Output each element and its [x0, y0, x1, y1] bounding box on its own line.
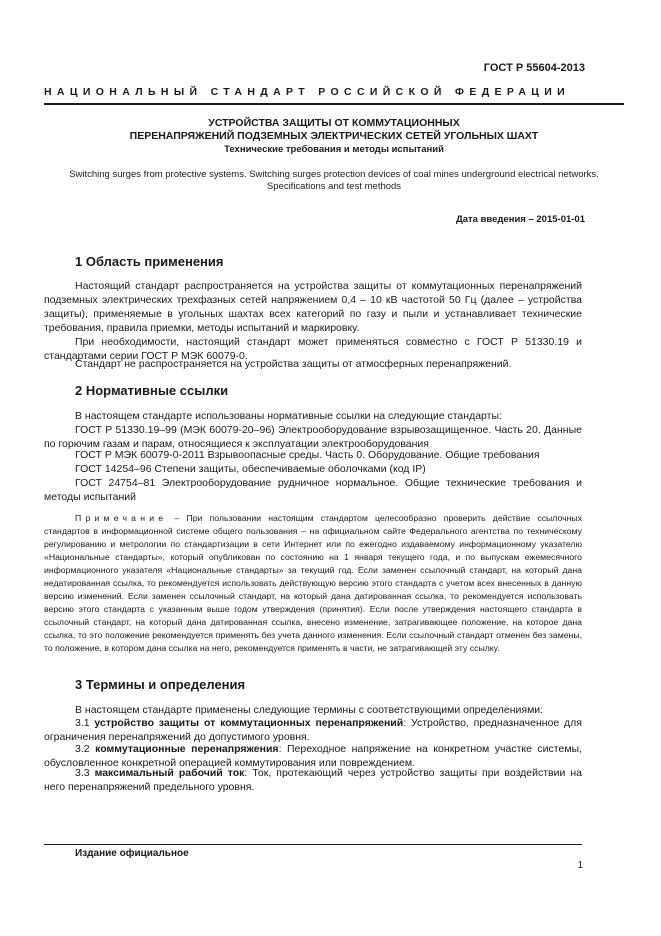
- section-3-heading: 3 Термины и определения: [75, 677, 246, 692]
- reference-note: [44, 512, 582, 655]
- section-1-heading: 1 Область применения: [75, 254, 224, 269]
- footer-divider: [44, 844, 582, 845]
- reference-item: ГОСТ 14254–96 Степени защиты, обеспечиваемые оболочками (код IP): [75, 463, 426, 475]
- section-1-paragraph-3: Стандарт не распространяется на устройства защиты от атмосферных перенапряжений.: [75, 358, 512, 370]
- term-text: : Переходное напряжение на конкретном участке системы, обусловленное конкретной операцией коммутирования или повреждением.: [44, 743, 582, 769]
- term-text: : Ток, протекающий через устройство защиты при воздействии на него перенапряжений предельного уровня.: [44, 767, 582, 793]
- section-2-intro: В настоящем стандарте использованы нормативные ссылки на следующие стандарты:: [75, 410, 502, 422]
- section-1-paragraph-1: Настоящий стандарт распространяется на устройства защиты от коммутационных перенапряжений подземных электрических трехфазных сетей напряжением 0,4 – 10 кВ частотой 50 Гц (далее – устройства защиты), применяемые в угольных шахтах всех категорий по газу и пыли и устанавливает технические требования, правила приемки, методы испытаний и маркировку.: [44, 280, 582, 334]
- section-2-heading: 2 Нормативные ссылки: [75, 383, 229, 398]
- term-number: 3.1: [75, 717, 95, 729]
- note-text: – При пользовании настоящим стандартом целесообразно проверить действие ссылочных стандартов в информационной системе общего пользования – на официальном сайте Федерального агентства по техническому регулированию и метрологии по стандартизации в сети Интернет или по ежегодно издаваемому информационному указателю «Национальные стандарты», который опубликован по состоянию на 1 января текущего года, и по выпускам ежемесячного информационного указателя «Национальные стандарты» за текущий год. Если заменен ссылочный стандарт, на который дана недатированная ссылка, то рекомендуется использовать действующую версию этого стандарта с учетом всех внесенных в данную версию изменений. Если заменен ссылочный стандарт, на который дана датированная ссылка, то рекомендуется использовать версию этого стандарта с указанным выше годом утверждения (принятия). Если после утверждения настоящего стандарта в ссылочный стандарт, на который дана датированная ссылка, внесено изменение, затрагивающее положение, на которое дана ссылка, то это положение рекомендуется применять без учета данного изменения. Если ссылочный стандарт отменен без замены, то положение, в котором дана ссылка на него, рекомендуется применять в части, не затрагивающей эту ссылку.: [44, 513, 582, 653]
- document-number: ГОСТ Р 55604-2013: [483, 62, 585, 74]
- note-label: Примечание: [75, 513, 168, 523]
- title-subtitle: Технические требования и методы испытаний: [224, 144, 444, 155]
- reference-item: ГОСТ Р МЭК 60079-0-2011 Взрывоопасные среды. Часть 0. Оборудование. Общие требования: [75, 449, 540, 461]
- reference-item: ГОСТ 24754–81 Электрооборудование рудничное нормальное. Общие технические требования и методы испытаний: [44, 477, 582, 503]
- title-line-1: УСТРОЙСТВА ЗАЩИТЫ ОТ КОММУТАЦИОННЫХ: [208, 117, 460, 129]
- term-definition: [44, 766, 582, 794]
- term-text: : Устройство, предназначенное для ограничения перенапряжений до допустимого уровня.: [44, 717, 582, 743]
- english-title: Switching surges from protective systems. Switching surges protection devices of coal mines underground electrical networks. Specifications and test methods: [69, 169, 599, 192]
- introduction-date: Дата введения – 2015-01-01: [455, 214, 585, 225]
- document-title: [44, 117, 624, 156]
- reference-item: ГОСТ Р 51330.19–99 (МЭК 60079-20–96) Электрооборудование взрывозащищенное. Часть 20. Данные по горючим газам и парам, относящиеся к эксплуатации электрооборудования: [44, 424, 582, 450]
- page-number: 1: [577, 860, 583, 871]
- national-standard-header: НАЦИОНАЛЬНЫЙ СТАНДАРТ РОССИЙСКОЙ ФЕДЕРАЦИИ: [44, 86, 624, 105]
- section-3-intro: В настоящем стандарте применены следующие термины с соответствующими определениями:: [75, 704, 544, 716]
- term-name: устройство защиты от коммутационных перенапряжений: [94, 717, 404, 729]
- term-number: 3.2: [75, 743, 96, 755]
- term-definition: [44, 716, 582, 744]
- term-name: коммутационные перенапряжения: [95, 743, 279, 755]
- section-1-paragraph-2: При необходимости, настоящий стандарт может применяться совместно с ГОСТ Р 51330.19 и стандартами серии ГОСТ Р МЭК 60079-0.: [44, 336, 582, 362]
- term-number: 3.3: [75, 767, 95, 779]
- title-line-2: ПЕРЕНАПРЯЖЕНИЙ ПОДЗЕМНЫХ ЭЛЕКТРИЧЕСКИХ СЕТЕЙ УГОЛЬНЫХ ШАХТ: [129, 130, 539, 142]
- edition-label: Издание официальное: [75, 848, 189, 859]
- term-name: максимальный рабочий ток: [94, 767, 245, 779]
